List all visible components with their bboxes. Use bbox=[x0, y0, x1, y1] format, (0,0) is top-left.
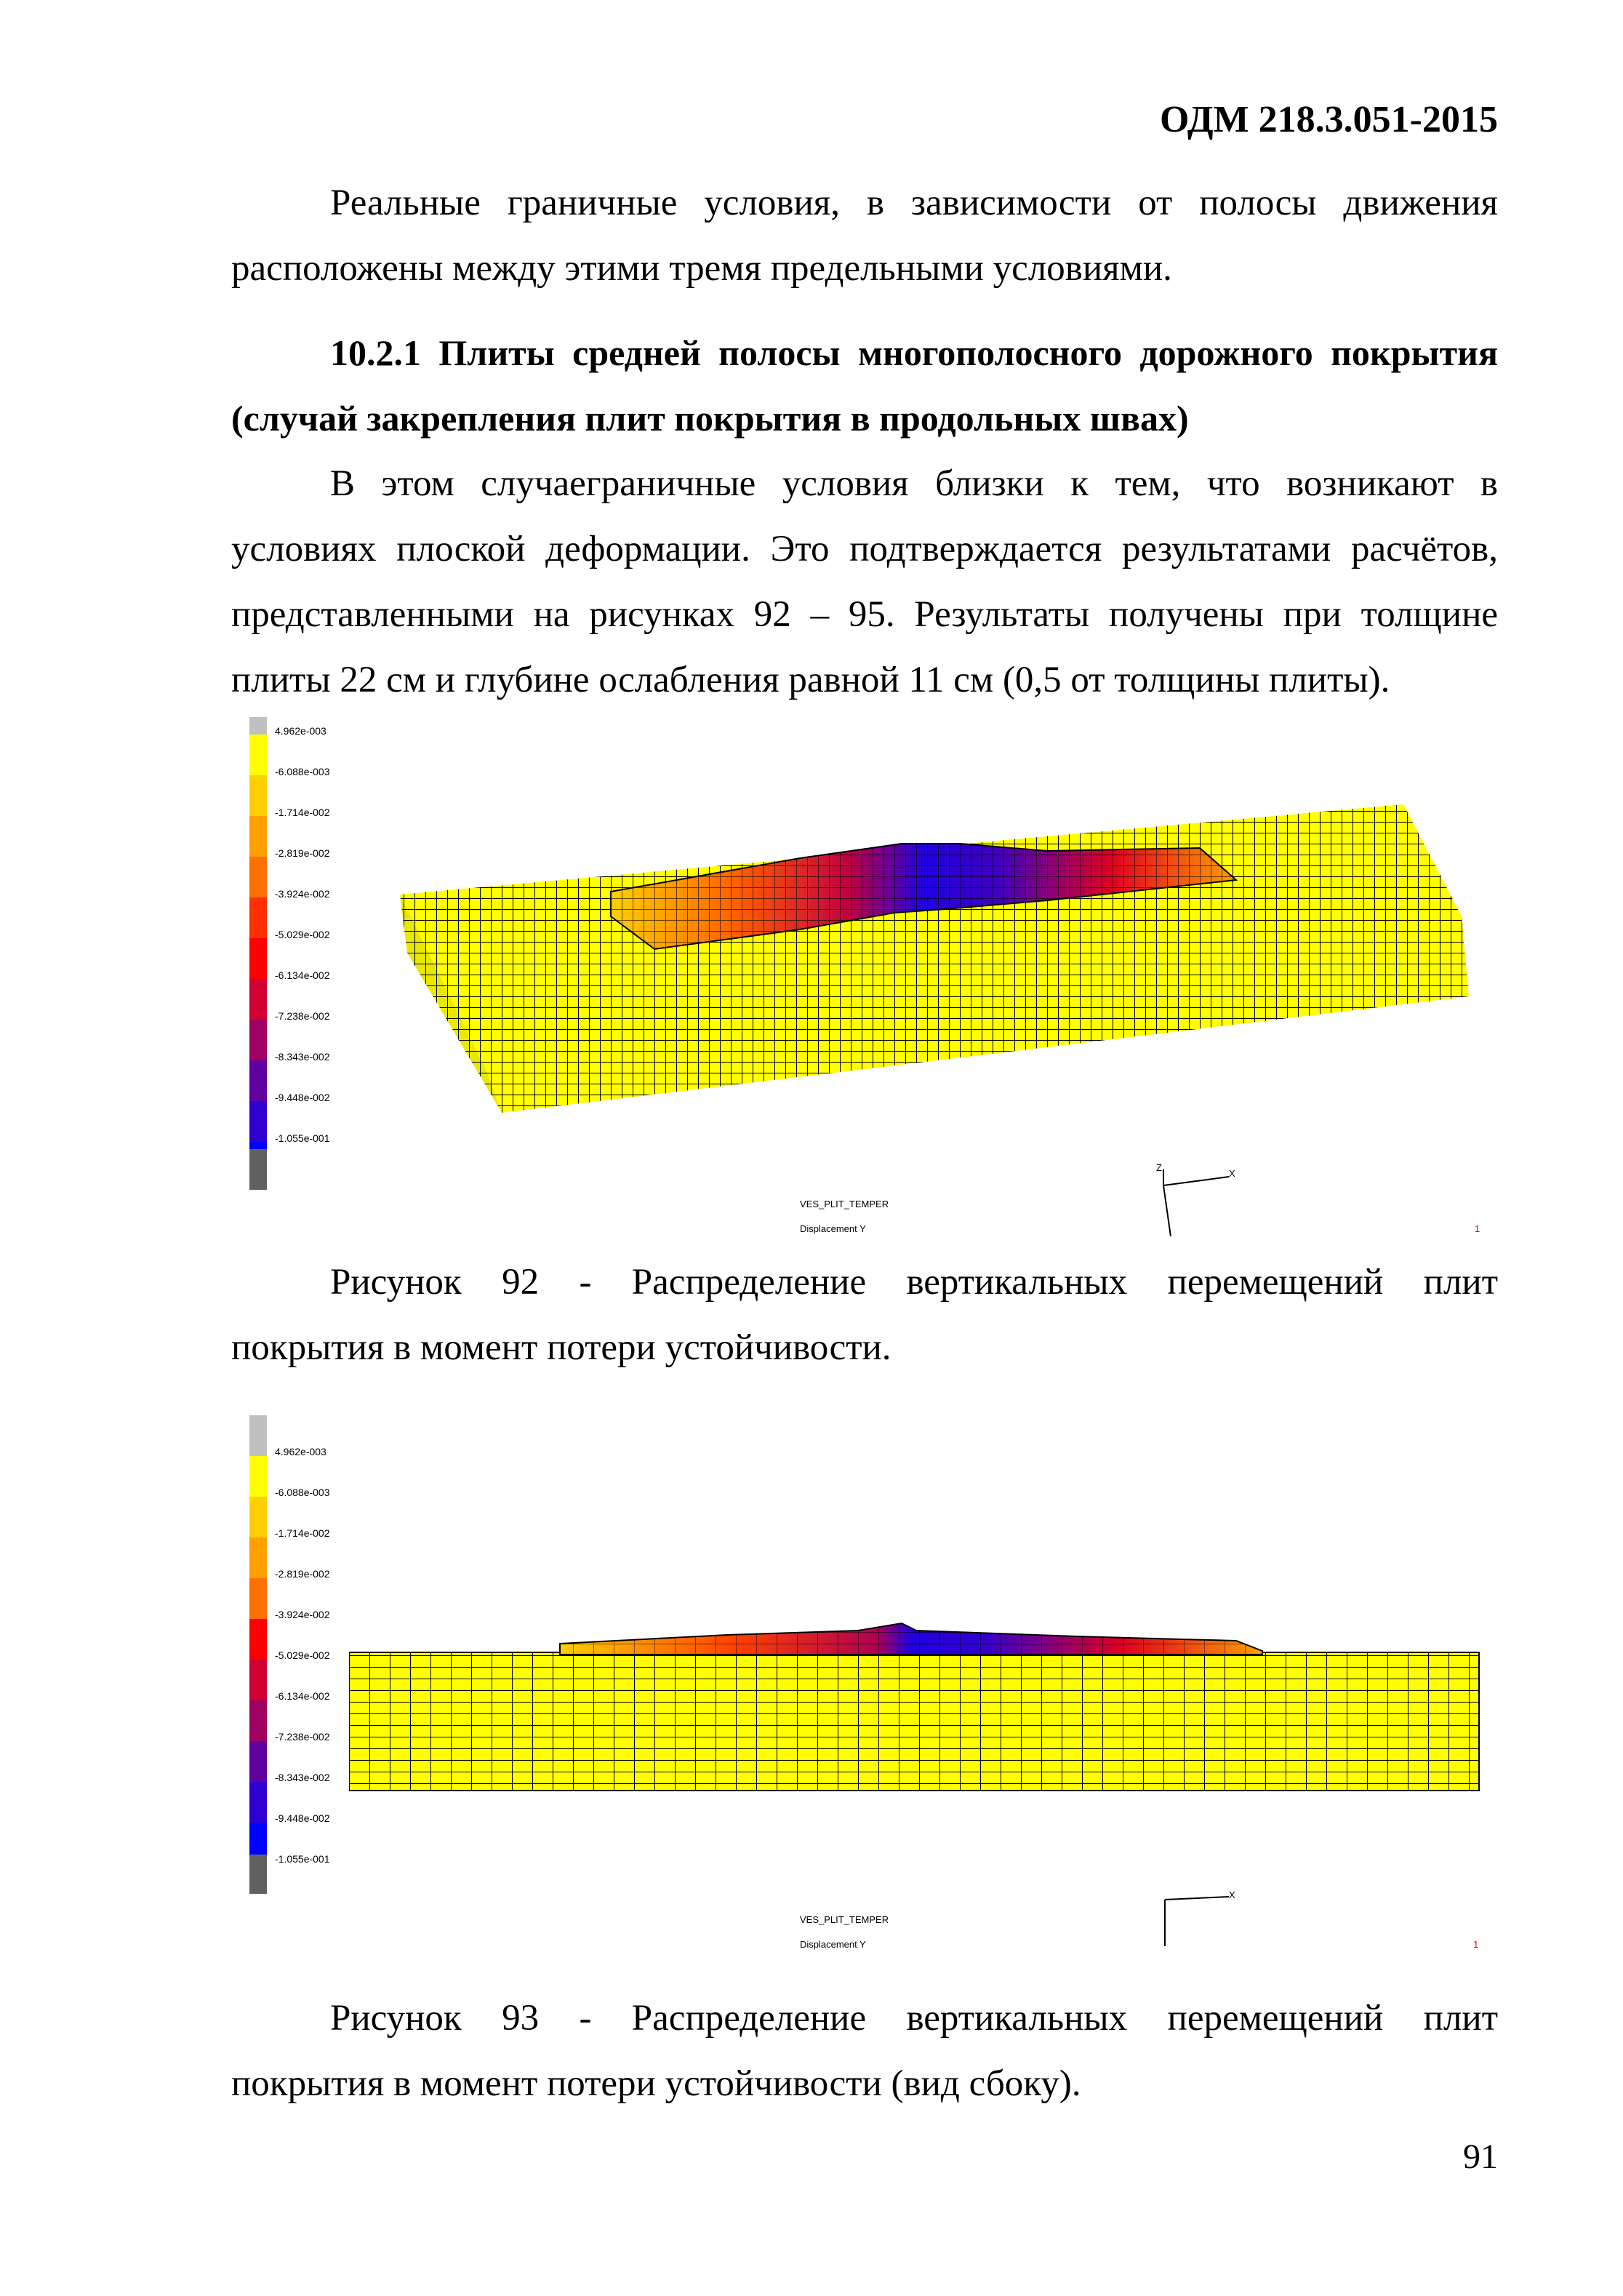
legend-tick-label: -6.088e-003 bbox=[275, 1487, 330, 1498]
legend-swatch bbox=[249, 1497, 267, 1537]
legend-swatch bbox=[249, 1700, 267, 1741]
legend-tick-label: 4.962e-003 bbox=[275, 725, 326, 737]
legend-tick-label: -6.134e-002 bbox=[275, 969, 330, 981]
legend-swatch bbox=[249, 1415, 267, 1456]
figure-92-result-name: Displacement Y bbox=[800, 1223, 866, 1234]
legend-tick-label: -5.029e-002 bbox=[275, 1649, 330, 1661]
figure-93-axis-x-label: X bbox=[1229, 1889, 1235, 1900]
legend-tick-label: -5.029e-002 bbox=[275, 929, 330, 940]
legend-tick-label: -1.714e-002 bbox=[275, 807, 330, 818]
figure-92-axis-x-label: X bbox=[1229, 1168, 1235, 1179]
figure-92-caption-line-2: покрытия в момент потери устойчивости. bbox=[231, 1327, 891, 1368]
legend-tick-label: -7.238e-002 bbox=[275, 1731, 330, 1743]
figure-92-frame-number: 1 bbox=[1475, 1223, 1480, 1234]
body-paragraph-line-1: В этом случаеграничные условия близки к тем, что возникают в bbox=[330, 463, 1498, 504]
legend-swatch bbox=[249, 1741, 267, 1782]
legend-swatch bbox=[249, 1578, 267, 1619]
legend-tick-label: -9.448e-002 bbox=[275, 1812, 330, 1824]
legend-tick-label: -6.134e-002 bbox=[275, 1690, 330, 1702]
body-paragraph-line-2: условиях плоской деформации. Это подтверждается результатами расчётов, bbox=[231, 529, 1498, 569]
figure-93-model-name: VES_PLIT_TEMPER bbox=[800, 1914, 889, 1925]
legend-tick-label: -8.343e-002 bbox=[275, 1051, 330, 1063]
figure-93-caption-line-1: Рисунок 93 - Распределение вертикальных перемещений плит bbox=[330, 1998, 1498, 2039]
intro-paragraph-line-2: расположены между этими тремя предельными условиями. bbox=[231, 248, 1172, 289]
legend-tick-label: -2.819e-002 bbox=[275, 847, 330, 859]
legend-tick-label: -8.343e-002 bbox=[275, 1772, 330, 1783]
legend-tick-label: -3.924e-002 bbox=[275, 1609, 330, 1620]
body-paragraph-line-3: представленными на рисунках 92 – 95. Результаты получены при толщине bbox=[231, 594, 1498, 635]
legend-swatch bbox=[249, 1855, 267, 1894]
section-title-line-1: 10.2.1 Плиты средней полосы многополосного дорожного покрытия bbox=[330, 332, 1498, 373]
mesh-base-grid bbox=[349, 1652, 1479, 1791]
figure-92-model-name: VES_PLIT_TEMPER bbox=[800, 1199, 889, 1209]
legend-tick-label: -6.088e-003 bbox=[275, 766, 330, 777]
figure-92-axis-z-label: Z bbox=[1156, 1162, 1162, 1173]
figure-93-mesh-side-view bbox=[349, 1585, 1483, 1796]
legend-tick-label: -9.448e-002 bbox=[275, 1092, 330, 1103]
legend-swatch bbox=[249, 1619, 267, 1660]
legend-swatch bbox=[249, 1456, 267, 1497]
figure-93-caption-line-2: покрытия в момент потери устойчивости (вид сбоку). bbox=[231, 2063, 1081, 2104]
section-title-line-2: (случай закрепления плит покрытия в продольных швах) bbox=[231, 398, 1189, 439]
legend-tick-label: -1.055e-001 bbox=[275, 1132, 330, 1144]
legend-tick-label: 4.962e-003 bbox=[275, 1446, 326, 1457]
legend-tick-label: -1.055e-001 bbox=[275, 1853, 330, 1865]
legend-swatch bbox=[249, 1660, 267, 1700]
intro-paragraph-line-1: Реальные граничные условия, в зависимости от полосы движения bbox=[330, 183, 1498, 223]
legend-tick-label: -3.924e-002 bbox=[275, 888, 330, 900]
figure-93-frame-number: 1 bbox=[1473, 1939, 1479, 1950]
document-code: ОДМ 218.3.051-2015 bbox=[1159, 99, 1498, 140]
figure-92-caption-line-1: Рисунок 92 - Распределение вертикальных перемещений плит bbox=[330, 1262, 1498, 1303]
legend-tick-label: -7.238e-002 bbox=[275, 1010, 330, 1022]
legend-tick-label: -1.714e-002 bbox=[275, 1527, 330, 1539]
legend-swatch bbox=[249, 1537, 267, 1578]
body-paragraph-line-4: плиты 22 см и глубине ослабления равной 11 см (0,5 от толщины плиты). bbox=[231, 660, 1390, 700]
legend-tick-label: -2.819e-002 bbox=[275, 1568, 330, 1580]
legend-swatch bbox=[249, 1782, 267, 1823]
figure-93-legend-bar bbox=[249, 1415, 267, 1894]
legend-swatch bbox=[249, 1823, 267, 1855]
figure-93-result-name: Displacement Y bbox=[800, 1939, 866, 1950]
page-number: 91 bbox=[1463, 2137, 1498, 2176]
